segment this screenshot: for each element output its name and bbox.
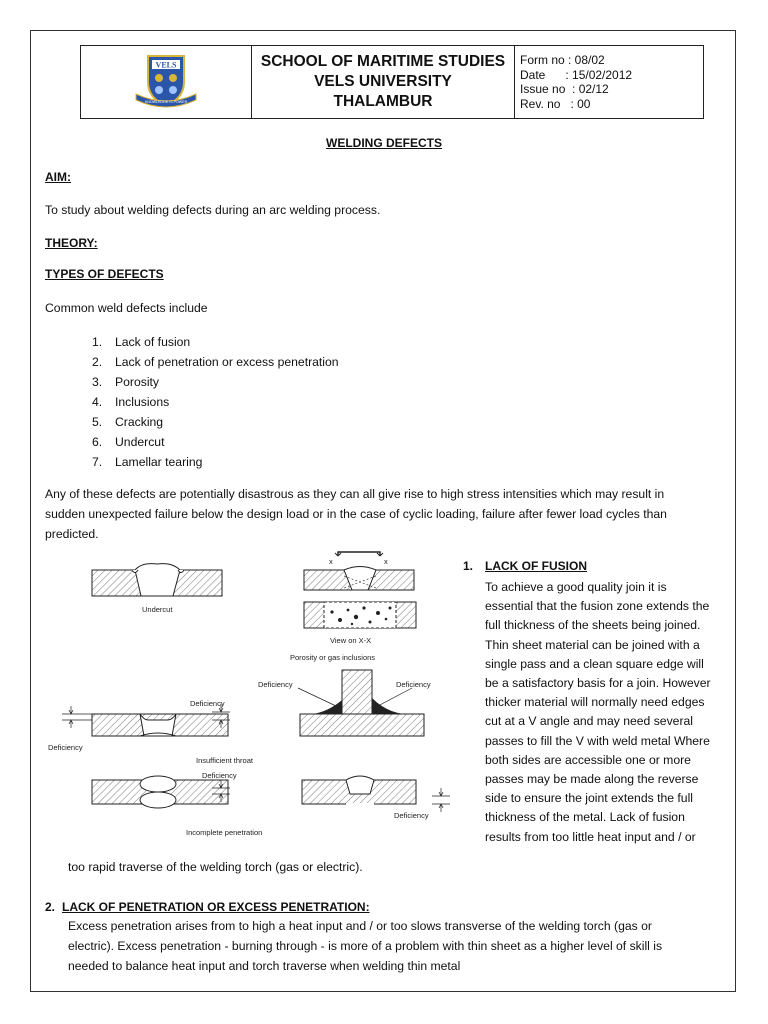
list-item: 5. Cracking: [92, 415, 164, 429]
list-item: 6. Undercut: [92, 435, 165, 449]
label-x-left: x: [329, 557, 333, 566]
label-insufficient-throat: Insufficient throat: [196, 756, 253, 765]
insufficient-throat-diagram: [62, 704, 230, 736]
form-no: Form no : 08/02: [520, 53, 605, 67]
label-x-right: x: [384, 557, 388, 566]
institution-line-2: VELS UNIVERSITY: [314, 73, 452, 90]
porosity-plan-diagram: [304, 602, 416, 628]
document-header: [80, 45, 704, 119]
form-rev: Rev. no : 00: [520, 96, 591, 111]
weld-defects-figure: [40, 550, 458, 842]
institution-line-1: SCHOOL OF MARITIME STUDIES: [260, 53, 506, 70]
aim-text: To study about welding defects during an arc welding process.: [45, 203, 381, 217]
document-title: WELDING DEFECTS: [326, 136, 442, 150]
form-issue: Issue no : 02/12: [520, 82, 609, 96]
list-item: 2. Lack of penetration or excess penetration: [92, 355, 339, 369]
list-item: 1. Lack of fusion: [92, 335, 191, 349]
list-item: 7. Lamellar tearing: [92, 455, 203, 469]
types-heading: TYPES OF DEFECTS: [45, 267, 164, 281]
porosity-section-diagram: [304, 552, 414, 590]
aim-heading: AIM:: [45, 170, 71, 184]
list-item: 3. Porosity: [92, 375, 160, 389]
defects-intro: Common weld defects include: [45, 301, 208, 315]
section1-number: 1.: [463, 559, 474, 573]
list-item: 4. Inclusions: [92, 395, 170, 409]
label-deficiency-6: Deficiency: [394, 811, 429, 820]
theory-heading: THEORY:: [45, 236, 98, 250]
label-deficiency-2: Deficiency: [48, 743, 83, 752]
label-view: View on X-X: [330, 636, 372, 645]
section1-continuation: too rapid traverse of the welding torch (gas or electric).: [68, 860, 363, 874]
section2-number: 2.: [45, 900, 56, 914]
undercut-diagram: [92, 564, 222, 596]
defects-list: [92, 332, 339, 472]
vels-logo: [126, 48, 206, 112]
logo-text: VELS: [155, 60, 177, 69]
section2-body: Excess penetration arises from to high a heat input and / or too slows transverse of the welding torch (gas or electric). Excess penetration - burning through - is more of a problem with thin sheet as a higher level of skill is needed to balance heat input and torch traverse when welding thin metal: [68, 919, 663, 973]
label-deficiency-5: Deficiency: [202, 771, 237, 780]
section1-heading: LACK OF FUSION: [485, 559, 587, 573]
section1-body: To achieve a good quality join it is essential that the fusion zone extends the full thickness of the sheets being joined. Thin sheet material can be joined with a single pass and a clean square edge will be a satisfactory basis for a join. However thicker material will normally need edges cut at a V angle and may need several passes to fill the V with weld metal Where both sides are accessible one or more passes may be made along the reverse side to ensure the joint extends the full thickness of the metal. Lack of fusion results from too little heat input and / or: [485, 580, 711, 844]
form-date: Date : 15/02/2012: [520, 67, 633, 82]
institution-line-3: THALAMBUR: [333, 93, 433, 110]
label-porosity: Porosity or gas inclusions: [290, 653, 376, 662]
label-deficiency-4: Deficiency: [396, 680, 431, 689]
label-incomplete-penetration: Incomplete penetration: [186, 828, 263, 837]
incomplete-penetration-right-diagram: [302, 776, 450, 812]
logo-cell: [81, 46, 252, 119]
label-deficiency-1: Deficiency: [190, 699, 225, 708]
section2-heading: LACK OF PENETRATION OR EXCESS PENETRATION:: [62, 900, 370, 914]
label-deficiency-3: Deficiency: [258, 680, 293, 689]
consequence-paragraph: Any of these defects are potentially disastrous as they can all give rise to high stress intensities which may result in sudden unexpected failure below the design load or in the case of cyclic loading, failure after fewer load cycles than predicted.: [45, 487, 667, 541]
label-undercut: Undercut: [142, 605, 173, 614]
institution-cell: [252, 46, 515, 119]
form-info-cell: [515, 46, 704, 119]
logo-banner: KNOWLEDGE IS POWER: [144, 99, 188, 104]
incomplete-penetration-diagram: [92, 776, 230, 808]
